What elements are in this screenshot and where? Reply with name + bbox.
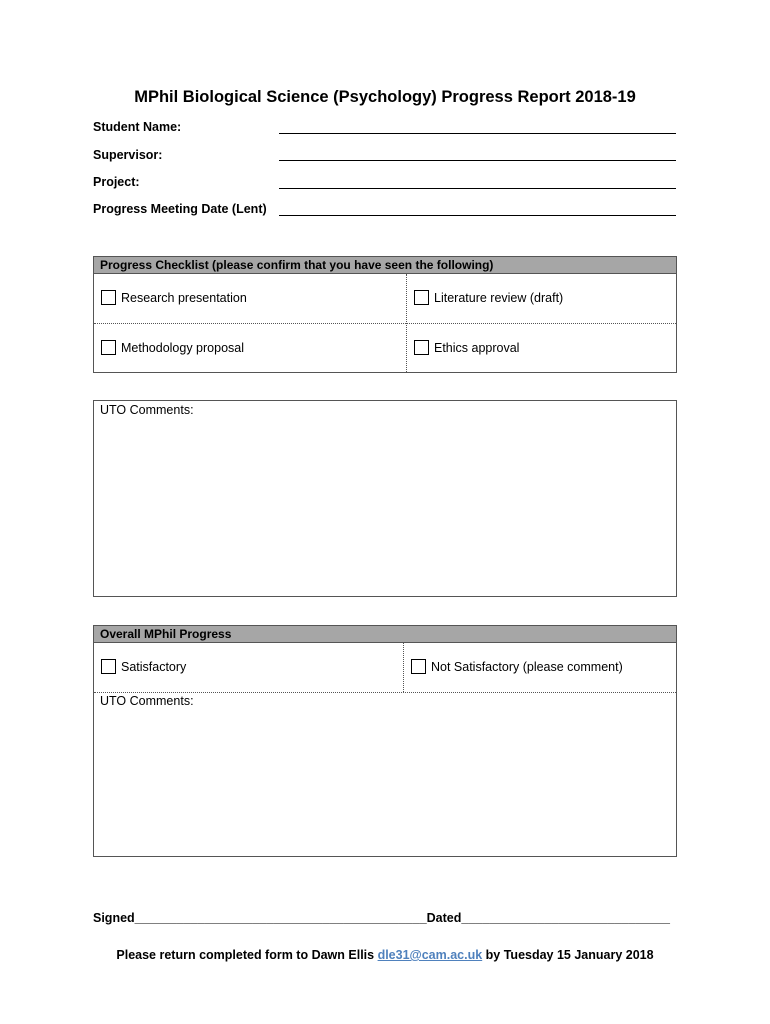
- meeting-date-label: Progress Meeting Date (Lent): [93, 202, 267, 216]
- checklist-item-literature-review[interactable]: [414, 290, 563, 305]
- dated-label: Dated: [426, 911, 462, 925]
- option-satisfactory[interactable]: [101, 659, 186, 674]
- progress-checklist-box: [93, 256, 677, 373]
- dated-line[interactable]: ______________________________: [461, 911, 670, 925]
- checkbox-satisfactory[interactable]: [101, 659, 116, 674]
- checkbox-methodology-proposal[interactable]: [101, 340, 116, 355]
- signed-label: Signed: [93, 911, 135, 925]
- checklist-item-methodology-proposal[interactable]: [101, 340, 244, 355]
- checkbox-research-presentation[interactable]: [101, 290, 116, 305]
- checklist-row-divider: [94, 323, 676, 324]
- checklist-item-research-presentation[interactable]: [101, 290, 247, 305]
- signature-row: [93, 911, 670, 925]
- option-not-satisfactory[interactable]: [411, 659, 623, 674]
- footer-text-before: Please return completed form to Dawn Ellis: [116, 948, 378, 962]
- checklist-item-label: Literature review (draft): [434, 290, 564, 305]
- meeting-date-field[interactable]: [279, 200, 676, 216]
- checkbox-literature-review[interactable]: [414, 290, 429, 305]
- overall-comments-label: UTO Comments:: [100, 694, 194, 708]
- overall-row-divider: [94, 692, 676, 693]
- checkbox-not-satisfactory[interactable]: [411, 659, 426, 674]
- overall-divider: [403, 643, 404, 692]
- form-title: MPhil Biological Science (Psychology) Progress Report 2018-19: [134, 88, 636, 106]
- uto-comments-box[interactable]: [93, 400, 677, 597]
- signed-line[interactable]: __________________________________________: [134, 911, 427, 925]
- checklist-item-ethics-approval[interactable]: [414, 340, 519, 355]
- checklist-header: Progress Checklist (please confirm that you have seen the following): [94, 257, 676, 274]
- student-name-field[interactable]: [279, 118, 676, 134]
- overall-progress-box: [93, 625, 677, 857]
- email-link[interactable]: dle31@cam.ac.uk: [377, 948, 483, 962]
- uto-comments-label: UTO Comments:: [100, 403, 194, 417]
- footer-text-after: by Tuesday 15 January 2018: [482, 948, 654, 962]
- overall-progress-header: Overall MPhil Progress: [94, 626, 676, 643]
- checklist-item-label: Research presentation: [121, 290, 247, 305]
- checklist-item-label: Ethics approval: [434, 340, 520, 355]
- student-name-label: Student Name:: [93, 120, 182, 134]
- option-label: Not Satisfactory (please comment): [431, 659, 623, 674]
- return-instructions: [0, 948, 770, 962]
- checkbox-ethics-approval[interactable]: [414, 340, 429, 355]
- supervisor-label: Supervisor:: [93, 148, 163, 162]
- option-label: Satisfactory: [121, 659, 187, 674]
- project-label: Project:: [93, 175, 140, 189]
- project-field[interactable]: [279, 173, 676, 189]
- supervisor-field[interactable]: [279, 145, 676, 161]
- checklist-item-label: Methodology proposal: [121, 340, 244, 355]
